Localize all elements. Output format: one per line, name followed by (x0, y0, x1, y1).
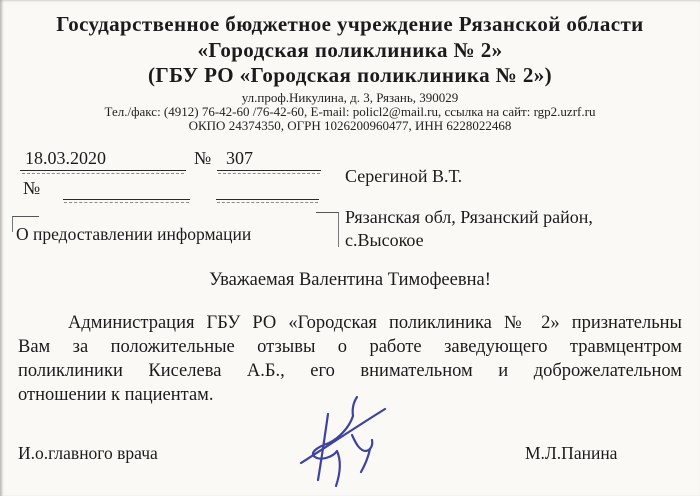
letter-date: 18.03.2020 (25, 148, 106, 168)
subject-line: О предоставлении информации (16, 224, 252, 244)
date-underline (20, 170, 186, 177)
signature-stroke-tail (361, 449, 370, 472)
number-sign: № (194, 148, 212, 168)
number-underline (217, 170, 321, 177)
body-line-1: Администрация ГБУ РО «Городская поликлиника № 2» признательны (68, 313, 682, 333)
org-name-line1: Государственное бюджетное учреждение Рязанской области (56, 12, 644, 36)
body-line-2: Вам за положительные отзывы о работе заведующего травмцентром (18, 337, 682, 357)
body-line-3: поликлиники Киселева А.Б., его внимательном и доброжелательном (18, 361, 682, 381)
incoming-number-sign: № (23, 178, 41, 198)
salutation: Уважаемая Валентина Тимофеевна! (209, 270, 491, 290)
org-postal-address: ул.проф.Никулина, д. 3, Рязань, 390029 (241, 90, 459, 105)
signer-position: И.о.главного врача (18, 443, 158, 463)
body-line-4: отношении к пациентам. (18, 385, 214, 405)
signature-ink (288, 390, 408, 492)
addressee-name: Серегиной В.Т. (345, 166, 463, 186)
signer-name: М.Л.Панина (525, 443, 618, 463)
org-name-line3: (ГБУ РО «Городская поликлиника № 2») (147, 63, 553, 87)
org-name-line2: «Городская поликлиника № 2» (197, 38, 503, 62)
addressee-address-line2: с.Высокое (345, 230, 424, 250)
letter-number: 307 (226, 148, 253, 168)
org-contact-line: Тел./факс: (4912) 76-42-60 /76-42-60, E-mail: policl2@mail.ru, ссылка на сайт: rgp2.uzrf.ru (104, 104, 596, 119)
addressee-corner-mark (316, 212, 339, 247)
addressee-address-line1: Рязанская обл, Рязанский район, (345, 207, 593, 227)
incoming-number-blank-underline (63, 199, 190, 206)
org-codes-line: ОКПО 24374350, ОГРН 1026200960477, ИНН 6228022468 (188, 118, 512, 133)
incoming-date-blank-underline (216, 199, 319, 206)
